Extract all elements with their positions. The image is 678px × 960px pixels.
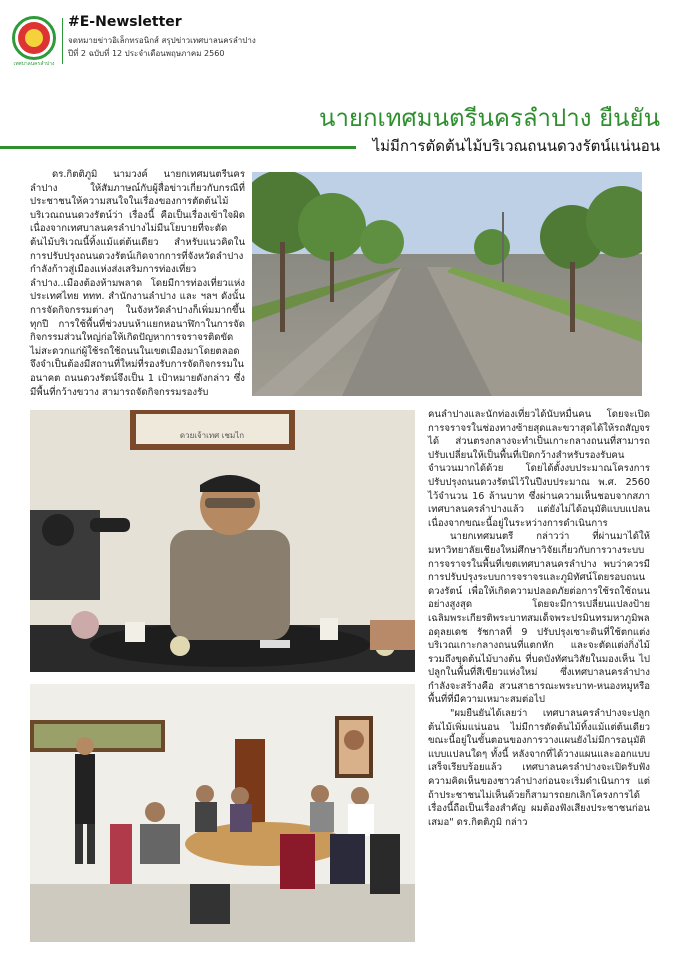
municipality-logo bbox=[12, 16, 56, 60]
text-column-left bbox=[30, 168, 245, 399]
text-column-right bbox=[428, 408, 650, 829]
article-headline: นายกเทศมนตรีนครลำปาง ยืนยัน bbox=[319, 104, 660, 132]
newsletter-title: #E-Newsletter bbox=[68, 14, 182, 30]
newsletter-issue: ปีที่ 2 ฉบับที่ 12 ประจำเดือนพฤษภาคม 2560 bbox=[68, 49, 225, 58]
header-divider bbox=[62, 18, 63, 64]
article-subheadline: ไม่มีการตัดต้นไม้บริเวณถนนดวงรัตน์แน่นอน bbox=[372, 137, 660, 155]
paragraph-4: "ผมยืนยันได้เลยว่า เทศบาลนครลำปางจะปลูกต้นไม้เพิ่มแน่นอน ไม่มีการตัดต้นไม้ทิ้งแม้แต่ต้นเดียว ขณะนี้อยู่ในขั้นตอนของการวางแผนยังไม่มีการอนุมัติแบบแปลนใดๆ ทั้งนี้ หลังจากที่ได้วางแผนและออกแบบเสร็จเรียบร้อยแล้ว เทศบาลนครลำปางจะเปิดรับฟังความคิดเห็นของชาวลำปางก่อนจะเริ่มดำเนินการ แต่ถ้าประชาชนไม่เห็นด้วยก็สามารถยกเลิกโครงการได้ เรื่องนี้ถือเป็นเรื่องสำคัญ ผมต้องฟังเสียงประชาชนก่อนเสมอ" ดร.กิตติภูมิ กล่าว bbox=[428, 708, 650, 828]
logo-caption: เทศบาลนครลำปาง bbox=[13, 61, 55, 67]
newsletter-subtitle: จดหมายข่าวอิเล็กทรอนิกส์ สรุปข่าวเทศบาลนครลำปาง bbox=[68, 36, 256, 45]
road-photo bbox=[252, 172, 642, 396]
meeting-photo bbox=[30, 684, 415, 942]
headline-rule bbox=[0, 146, 356, 149]
paragraph-1: ดร.กิตติภูมิ นามวงค์ นายกเทศมนตรีนครลำปาง ให้สัมภาษณ์กับผู้สื่อข่าวเกี่ยวกับกรณีที่ประชาชนให้ความสนใจในเรื่องของการตัดต้นไม้บริเวณถนนดวงรัตน์ว่า เรื่องนี้ คือเป็นเรื่องเข้าใจผิด เนื่องจากเทศบาลนครลำปางไม่มีนโยบายที่จะตัดต้นไม้บริเวณนี้ทิ้งแม้แต่ต้นเดียว สำหรับแนวคิดในการปรับปรุงถนนดวงรัตน์เกิดจากการที่จังหวัดลำปาง กำลังก้าวสู่เมืองแห่งส่งเสริมการท่องเที่ยว ลำปาง..เมืองต้องห้ามพลาด โดยมีการท่องเที่ยวแห่งประเทศไทย ททท. สำนักงานลำปาง และ ฯลฯ ดังนั้นการจัดกิจกรรมต่างๆ ในจังหวัดลำปางก็เพิ่มมากขึ้นทุกปี การใช้พื้นที่ช่วงบนห้าแยกหอนาฬิกาในการจัดกิจกรรมส่วนใหญ่ก่อให้เกิดปัญหาการจราจรติดขัด ไม่สะดวกแก่ผู้ใช้รถใช้ถนนในเขตเมืองมาโดยตลอด จึงจำเป็นต้องมีสถานที่ใหม่ที่รองรับการจัดกิจกรรมในอนาคต ถนนดวงรัตน์จึงเป็น 1 เป้าหมายดังกล่าว ซึ่งมีพื้นที่กว้างขวาง สามารถจัดกิจกรรมรองรับ bbox=[30, 169, 245, 398]
paragraph-3: นายกเทศมนตรี กล่าวว่า ที่ผ่านมาได้ให้มหาวิทยาลัยเชียงใหม่ศึกษาวิจัยเกี่ยวกับการวางระบบการจราจรในพื้นที่เขตเทศบาลนครลำปาง พบว่าควรมีการปรับปรุงระบบการจราจรและภูมิทัศน์โดยรอบถนนดวงรัตน์ เพื่อให้เกิดความปลอดภัยต่อการใช้รถใช้ถนนอย่างสูงสุด โดยจะมีการเปลี่ยนแปลงป้ายเฉลิมพระเกียรติพระบาทสมเด็จพระปรมินทรมหาภูมิพลอดุลยเดช รัชกาลที่ 9 ปรับปรุงเซาะดินที่ใช้ตกแต่งบริเวณเกาะกลางถนนที่แตกหัก และจะตัดแต่งกิ่งไม้ รวมถึงขุดต้นไม้บางต้น ที่บดบังทัศนวิสัยในมองเห็น ไปปลูกในพื้นที่สีเขียวแห่งใหม่ ซึ่งเทศบาลนครลำปาง กำลังจะสร้างคือ สวนสาธารณะพระบาท-หนองหมูหรือพื้นที่ที่มีความเหมาะสมต่อไป bbox=[428, 531, 650, 706]
interview-sign-text: ดวยเจ้าเทศ เชมไก bbox=[179, 431, 245, 440]
interview-photo bbox=[30, 410, 415, 672]
paragraph-2: คนลำปางและนักท่องเที่ยวได้นับหมื่นคน โดยจะเปิดการจราจรในช่องทางซ้ายสุดและขวาสุดได้ให้รถสัญจรได้ ส่วนตรงกลางจะทำเป็นเกาะกลางถนนที่สามารถปรับเปลี่ยนให้เป็นพื้นที่เปิดกว้างสำหรับรองรับคนจำนวนมากได้ด้วย โดยได้ตั้งงบประมาณโครงการปรับปรุงถนนดวงรัตน์ไว้ในปีงบประมาณ พ.ศ. 2560 ไว้จำนวน 16 ล้านบาท ซึ่งผ่านความเห็นชอบจากสภาเทศบาลนครลำปางแล้ว แต่ยังไม่ได้อนุมัติแบบแปลน เนื่องจากขณะนี้อยู่ในระหว่างการดำเนินการ bbox=[428, 409, 650, 529]
